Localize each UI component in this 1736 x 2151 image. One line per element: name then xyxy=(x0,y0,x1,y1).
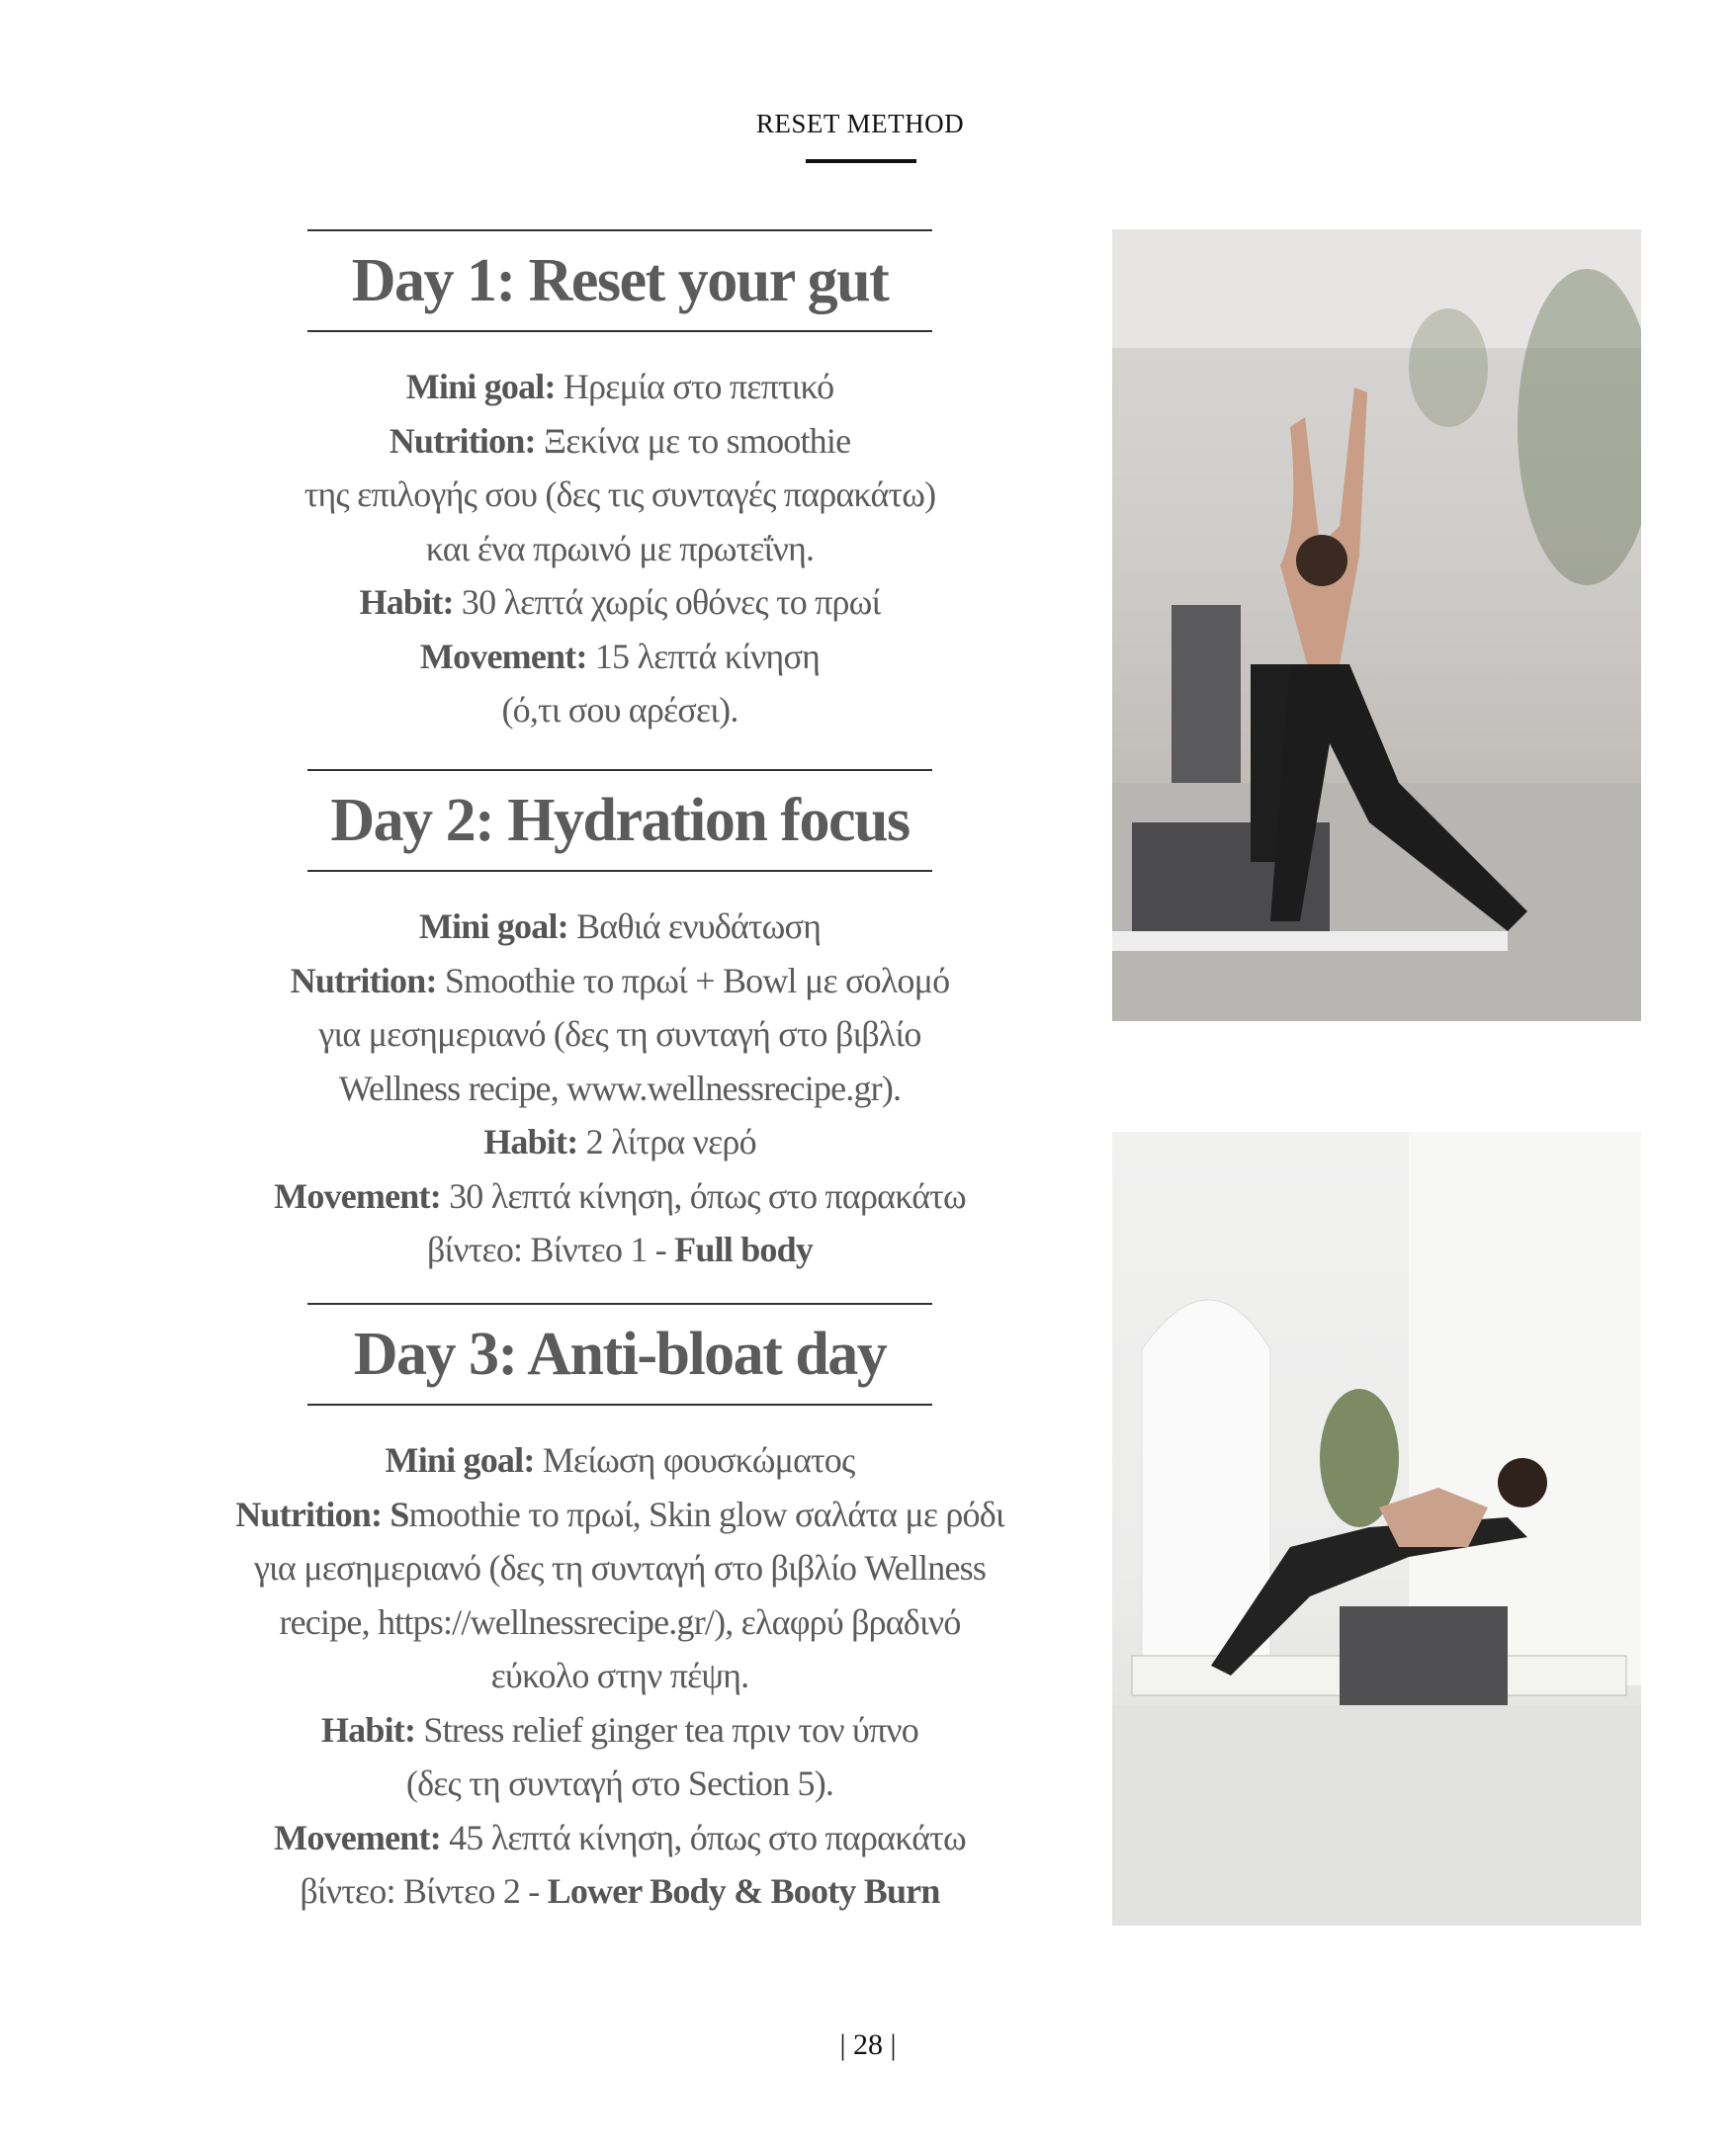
day-details xyxy=(168,900,1072,1277)
detail-line xyxy=(168,1864,1072,1919)
day-title: Day 1: Reset your gut xyxy=(351,247,889,314)
detail-line xyxy=(168,1488,1072,1542)
day-section xyxy=(168,1303,1072,1919)
rule-bottom xyxy=(307,330,932,332)
detail-text: εύκολο στην πέψη. xyxy=(490,1656,749,1695)
detail-label: Mini goal: xyxy=(385,1440,535,1480)
detail-text: βίντεο: Βίντεο 1 - xyxy=(426,1230,675,1269)
detail-text: και ένα πρωινό με πρωτεΐνη. xyxy=(425,528,815,568)
detail-text: Βαθιά ενυδάτωση xyxy=(567,906,822,946)
detail-text: moothie το πρωί, Skin glow σαλάτα με ρόδι xyxy=(408,1494,1004,1534)
detail-label: Movement: xyxy=(274,1817,441,1857)
detail-line xyxy=(168,1649,1072,1703)
detail-line xyxy=(168,1062,1072,1116)
detail-line xyxy=(168,1703,1072,1758)
day-details xyxy=(168,360,1072,737)
detail-line xyxy=(168,630,1072,684)
detail-text: 30 λεπτά χωρίς οθόνες το πρωί xyxy=(453,582,881,622)
rule-bottom xyxy=(307,1404,932,1406)
detail-label: Habit: xyxy=(359,582,454,622)
detail-line xyxy=(168,1007,1072,1062)
detail-line xyxy=(168,1223,1072,1277)
video-title: Lower Body & Booty Burn xyxy=(547,1871,940,1911)
detail-text: 15 λεπτά κίνηση xyxy=(586,636,821,676)
detail-line xyxy=(168,522,1072,576)
detail-text: για μεσημεριανό (δες τη συνταγή στο βιβλίο xyxy=(318,1014,921,1054)
detail-line xyxy=(168,1433,1072,1488)
day-section xyxy=(168,229,1072,737)
detail-text: Wellness recipe, www.wellnessrecipe.gr). xyxy=(338,1068,902,1108)
detail-label: Habit: xyxy=(320,1709,416,1750)
photo-pilates-plank xyxy=(1112,1132,1641,1926)
detail-label: Mini goal: xyxy=(418,906,568,946)
rule-bottom xyxy=(307,870,932,872)
detail-text: Ξεκίνα με το smoothie xyxy=(535,420,851,461)
detail-text: 2 λίτρα νερό xyxy=(577,1122,756,1162)
detail-text: Μείωση φουσκώματος xyxy=(534,1440,855,1480)
detail-line xyxy=(168,954,1072,1008)
day-title: Day 2: Hydration focus xyxy=(330,787,910,854)
detail-line xyxy=(168,1169,1072,1224)
detail-line xyxy=(168,1595,1072,1650)
running-header: RESET METHOD xyxy=(755,109,965,138)
detail-label: Mini goal: xyxy=(405,367,556,406)
header-underline xyxy=(806,159,916,163)
detail-text: Smoothie το πρωί + Bowl με σολομό xyxy=(436,960,950,1000)
detail-text: (δες τη συνταγή στο Section 5). xyxy=(405,1764,834,1803)
detail-text: Ηρεμία στο πεπτικό xyxy=(555,367,834,406)
photo-pilates-lunge xyxy=(1112,229,1641,1021)
video-title: Full body xyxy=(674,1230,814,1269)
detail-label: Movement: xyxy=(274,1175,441,1216)
detail-line xyxy=(168,683,1072,737)
detail-label: Habit: xyxy=(483,1122,578,1162)
detail-text: 45 λεπτά κίνηση, όπως στο παρακάτω xyxy=(440,1817,966,1857)
detail-line xyxy=(168,1115,1072,1169)
detail-text: για μεσημεριανό (δες τη συνταγή στο βιβλίο Wellness xyxy=(253,1548,987,1588)
detail-line xyxy=(168,900,1072,954)
detail-line xyxy=(168,575,1072,630)
detail-text: της επιλογής σου (δες τις συνταγές παρακάτω) xyxy=(304,474,936,514)
day-details xyxy=(168,1433,1072,1919)
detail-line xyxy=(168,1757,1072,1811)
detail-text: βίντεο: Βίντεο 2 - xyxy=(300,1871,548,1911)
detail-label: Movement: xyxy=(419,636,587,676)
day-section xyxy=(168,769,1072,1277)
detail-line xyxy=(168,1541,1072,1595)
detail-label: Nutrition: xyxy=(389,420,536,461)
day-title: Day 3: Anti-bloat day xyxy=(353,1321,887,1388)
detail-text: recipe, https://wellnessrecipe.gr/), ελαφρύ βραδινό xyxy=(279,1601,961,1642)
detail-line xyxy=(168,468,1072,522)
detail-label: Nutrition: xyxy=(290,960,437,1000)
detail-line xyxy=(168,1811,1072,1865)
detail-text: Stress relief ginger tea πριν τον ύπνο xyxy=(415,1709,918,1750)
detail-line xyxy=(168,414,1072,469)
detail-text: (ό,τι σου αρέσει). xyxy=(501,690,738,730)
detail-text: 30 λεπτά κίνηση, όπως στο παρακάτω xyxy=(440,1175,966,1216)
detail-line xyxy=(168,360,1072,414)
page-number: | 28 | xyxy=(839,2028,897,2061)
detail-label: Nutrition: S xyxy=(235,1494,409,1534)
